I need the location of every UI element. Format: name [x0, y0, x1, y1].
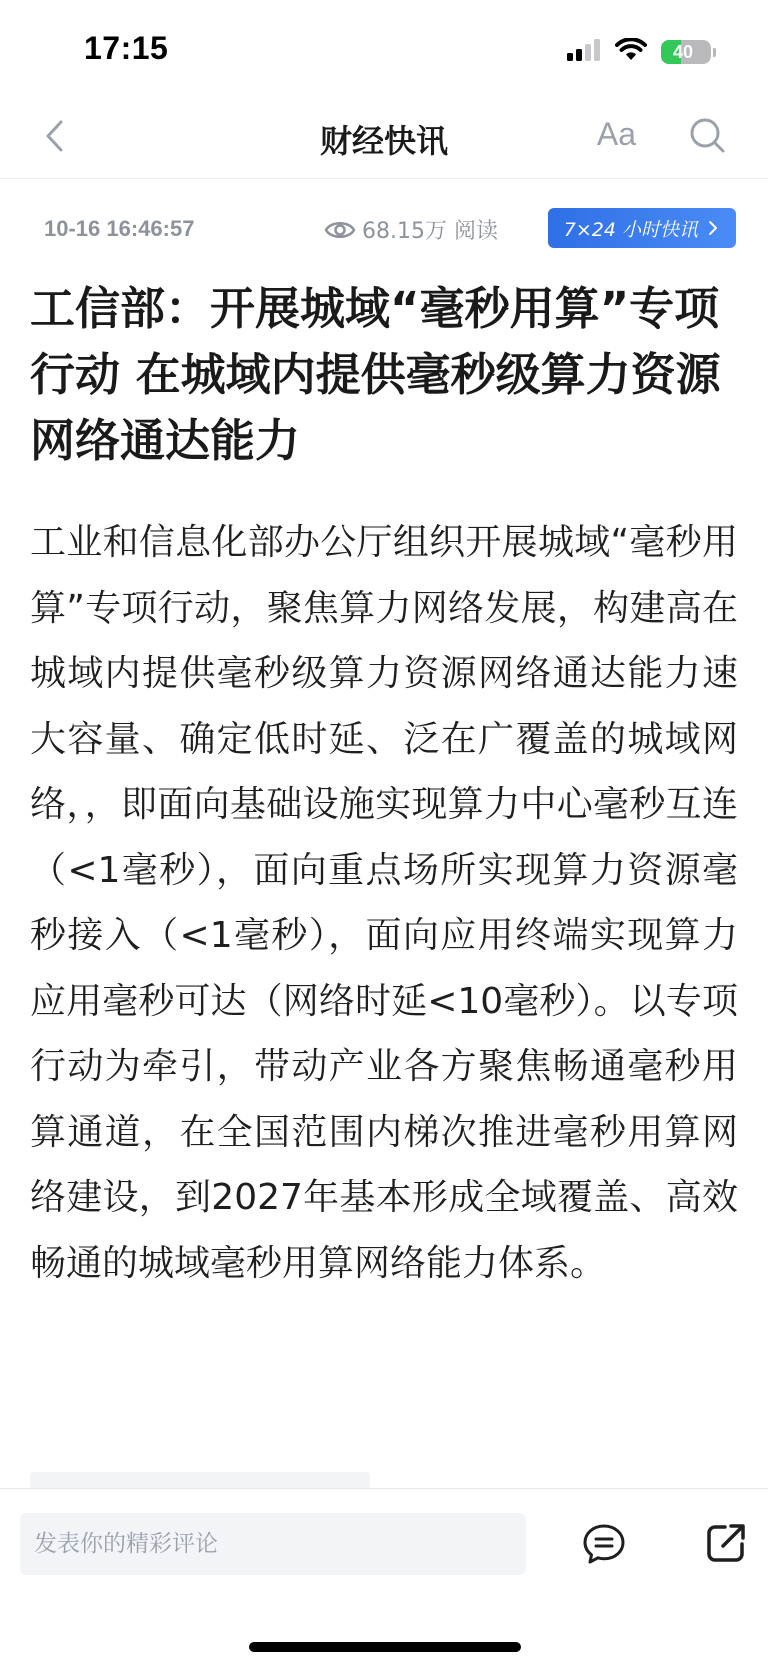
home-indicator	[249, 1642, 521, 1652]
wifi-icon	[615, 38, 647, 66]
status-icons	[567, 38, 716, 66]
status-bar	[0, 0, 768, 96]
publish-time: 10-16 16:46:57	[44, 216, 195, 241]
article-title: 工信部：开展城域“毫秒用算”专项行动 在城域内提供毫秒级算力资源网络通达能力	[30, 282, 721, 467]
bottom-bar	[0, 1488, 768, 1663]
page-title: 财经快讯	[319, 122, 448, 160]
eye-icon	[324, 218, 356, 242]
share-icon	[704, 1521, 748, 1565]
article-meta	[0, 208, 768, 250]
chevron-right-icon	[708, 220, 718, 236]
search-icon	[688, 116, 728, 156]
comment-bubble-icon	[582, 1522, 626, 1566]
comment-button[interactable]	[582, 1522, 626, 1566]
share-button[interactable]	[704, 1521, 748, 1565]
battery-charging-icon	[661, 40, 711, 64]
font-size-button[interactable]: Aa	[596, 116, 636, 152]
battery-level: 40	[672, 41, 694, 62]
article-body: 工业和信息化部办公厅组织开展城域“毫秒用算”专项行动，聚焦算力网络发展，构建高在城域内提供毫秒级算力资源网络通达能力速大容量、确定低时延、泛在广覆盖的城域网络，，即面向基础设施实现算力中心毫秒互连（<1毫秒），面向重点场所实现算力资源毫秒接入（<1毫秒），面向应用终端实现算力应用毫秒可达（网络时延<10毫秒）。以专项行动为牵引，带动产业各方聚焦畅通毫秒用算通道，在全国范围内梯次推进毫秒用算网络建设，到2027年基本形成全域覆盖、高效畅通的城域毫秒用算网络能力体系。	[30, 522, 738, 1284]
battery-tip	[713, 48, 716, 57]
live-news-tag-label: 7×24 小时快讯	[563, 218, 698, 241]
search-button[interactable]	[688, 116, 728, 156]
nav-bar	[0, 96, 768, 179]
status-time: 17:15	[84, 30, 169, 66]
comment-input[interactable]	[20, 1513, 526, 1575]
cellular-signal-icon	[567, 39, 601, 65]
live-news-tag[interactable]	[548, 208, 736, 248]
view-count	[324, 214, 498, 245]
view-count-text: 68.15万 阅读	[362, 219, 498, 244]
